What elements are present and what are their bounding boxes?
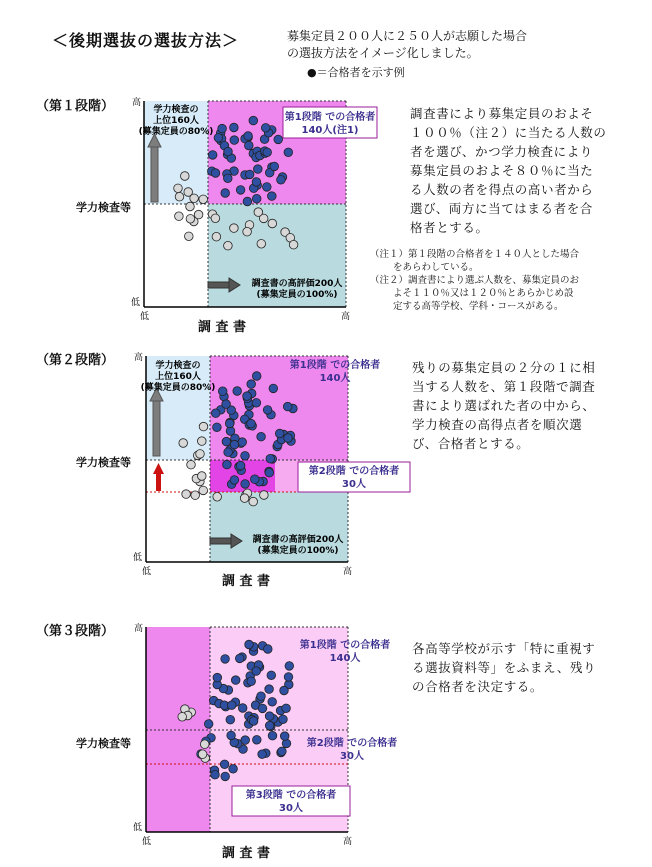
pass-dot: [282, 704, 291, 713]
pass-dot: [245, 640, 254, 649]
stage2-arrow-right-line2: (募集定員の100%): [257, 546, 339, 556]
pass-dot: [238, 704, 247, 713]
stage1-arrow-up-line2: 上位160人: [153, 116, 199, 126]
stage1-x-axis-label: 調 査 書: [198, 320, 247, 335]
stage1-x-high: 高: [341, 312, 351, 322]
stage2-desc-line: 学力検査の高得点者を順次選: [412, 417, 583, 432]
stage2-arrow-up-line3: (募集定員の80%): [140, 383, 216, 393]
stage1-desc-line: る人数の者を得点の高い者から: [410, 182, 594, 197]
stage3-pass1-line1: 第1段階 での合格者: [299, 640, 391, 651]
note2-head: （注２）調査書により選ぶ人数を、募集定員のお: [370, 275, 580, 286]
stage1-arrow-up-line1: 学力検査の: [153, 105, 199, 115]
note2-body-1: よそ１１０％又は１２０％とあらかじめ設: [393, 288, 574, 299]
stage1-pass-label-line1: 第1段階 での合格者: [284, 112, 376, 123]
pass-dot: [211, 770, 220, 779]
pass-dot: [231, 676, 240, 685]
stage1-heading: （第１段階）: [36, 99, 115, 114]
stage3-y-low: 低: [133, 823, 143, 833]
stage1-desc-line: 選び、両方に当てはまる者を合: [410, 201, 593, 216]
pass-dot: [235, 654, 244, 663]
stage1-y-axis-label: 学力検査等: [76, 201, 131, 214]
pass-dot: [284, 673, 293, 682]
stage2-desc-line: 当する人数を、第１段階で調査: [412, 379, 596, 394]
stage3-y-high: 高: [134, 624, 144, 634]
stage1-arrow-right-line2: (募集定員の100%): [256, 290, 338, 300]
stage2-desc-line: 書により選ばれた者の中から、: [412, 398, 596, 413]
stage3-pass2-line2: 30人: [340, 751, 364, 762]
pass-dot: [265, 721, 274, 730]
stage2-y-axis-label: 学力検査等: [76, 456, 131, 469]
stage2-y-high: 高: [134, 353, 144, 363]
stage2-pass1-line1: 第1段階 での合格者: [289, 360, 381, 371]
pass-dot: [265, 712, 274, 721]
stage3-desc-line: 各高等学校が示す「特に重視す: [412, 641, 596, 656]
stage2-pass1-line2: 140人: [319, 373, 351, 384]
pass-dot: [279, 715, 288, 724]
pass-dot: [258, 750, 267, 759]
stage2-arrow-up-line1: 学力検査の: [155, 361, 201, 371]
stage3-desc-line: る選抜資料等」をふまえ、残り: [412, 660, 597, 675]
other-dot: [198, 750, 207, 759]
pass-dot: [220, 760, 229, 769]
stage2-x-high: 高: [343, 567, 353, 577]
stage3-x-axis-label: 調 査 書: [222, 846, 271, 861]
stage2-pass2-line1: 第2段階 での合格者: [308, 466, 400, 477]
stage1-y-low: 低: [131, 298, 141, 308]
pass-dot: [268, 731, 277, 740]
pass-dot: [258, 704, 267, 713]
stage3-pass3-line1: 第3段階 での合格者: [245, 790, 337, 801]
stage1-y-high: 高: [132, 98, 142, 108]
other-dot: [200, 740, 209, 749]
pass-dot: [252, 736, 261, 745]
stage2-desc-line: び、合格者とする。: [412, 436, 530, 451]
stage3-pass2-line1: 第2段階 での合格者: [306, 738, 398, 749]
pass-dot: [280, 732, 289, 741]
stage1-desc-line: 格者とする。: [410, 220, 489, 235]
stage3-description: [412, 639, 622, 696]
intro-line-2: の選抜方法をイメージ化しました。: [287, 46, 479, 60]
pass-dot: [264, 645, 273, 654]
stage1-desc-line: 募集定員のおよそ８０％に当た: [410, 163, 594, 178]
stage1-desc-line: 調査書により募集定員のおよそ: [410, 106, 594, 121]
stage3-desc-line: の合格者を決定する。: [412, 679, 544, 694]
stage2-desc-line: 残りの募集定員の２分の１に相: [412, 360, 596, 375]
pass-dot: [249, 717, 258, 726]
legend-text: ●＝合格者を示す例: [307, 66, 405, 79]
pass-dot: [227, 701, 236, 710]
pass-dot: [213, 673, 222, 682]
stage3-heading: （第３段階）: [36, 624, 115, 639]
pass-dot: [241, 736, 250, 745]
stage2-arrow-right-line1: 調査書の高評価200人: [252, 535, 344, 545]
other-dot: [178, 713, 187, 722]
pass-dot: [227, 731, 236, 740]
stage3-y-axis-label: 学力検査等: [76, 737, 131, 750]
pass-dot: [221, 772, 230, 781]
pass-dot: [285, 662, 294, 671]
pass-dot: [280, 686, 289, 695]
stage1-x-low: 低: [140, 312, 150, 322]
stage1-desc-line: １００％（注２）に当たる人数の: [410, 125, 607, 140]
stage3-x-high: 高: [343, 837, 353, 847]
pass-dot: [247, 677, 256, 686]
stage2-x-axis-label: 調 査 書: [222, 574, 271, 589]
pass-dot: [268, 698, 277, 707]
stage1-arrow-up-line3: (募集定員の80%): [138, 127, 214, 137]
pass-dot: [221, 655, 230, 664]
pass-dot: [229, 765, 238, 774]
note1-body: をあらわしている。: [393, 262, 479, 273]
pass-dot: [226, 715, 235, 724]
stage2-arrow-up-line2: 上位160人: [155, 372, 201, 382]
stage3-pass3-line2: 30人: [279, 803, 303, 814]
page-title: ＜後期選抜の選抜方法＞: [52, 31, 240, 50]
stage3-pass1-line2: 140人: [329, 653, 361, 664]
pass-dot: [204, 720, 213, 729]
pass-dot: [252, 667, 261, 676]
pass-dot: [267, 671, 276, 680]
note2-body-2: 定する高等学校、学科・コースがある。: [393, 301, 564, 312]
intro-line-1: 募集定員２００人に２５０人が志願した場合: [287, 29, 528, 43]
stage2-y-low: 低: [133, 553, 143, 563]
stage3-x-low: 低: [142, 837, 152, 847]
pass-dot: [257, 692, 266, 701]
stage1-arrow-right-line1: 調査書の高評価200人: [251, 279, 343, 289]
stage1-desc-line: 者を選び、かつ学力検査により: [410, 144, 593, 159]
stage1-pass-label-line2: 140人(注1): [301, 125, 359, 136]
stage2-pass2-line2: 30人: [342, 479, 366, 490]
stage2-x-low: 低: [142, 567, 152, 577]
stage2-heading: （第２段階）: [36, 353, 115, 368]
pass-dot: [278, 747, 287, 756]
pass-dot: [265, 685, 274, 694]
note1-head: （注１）第１段階の合格者を１４０人とした場合: [370, 249, 580, 260]
